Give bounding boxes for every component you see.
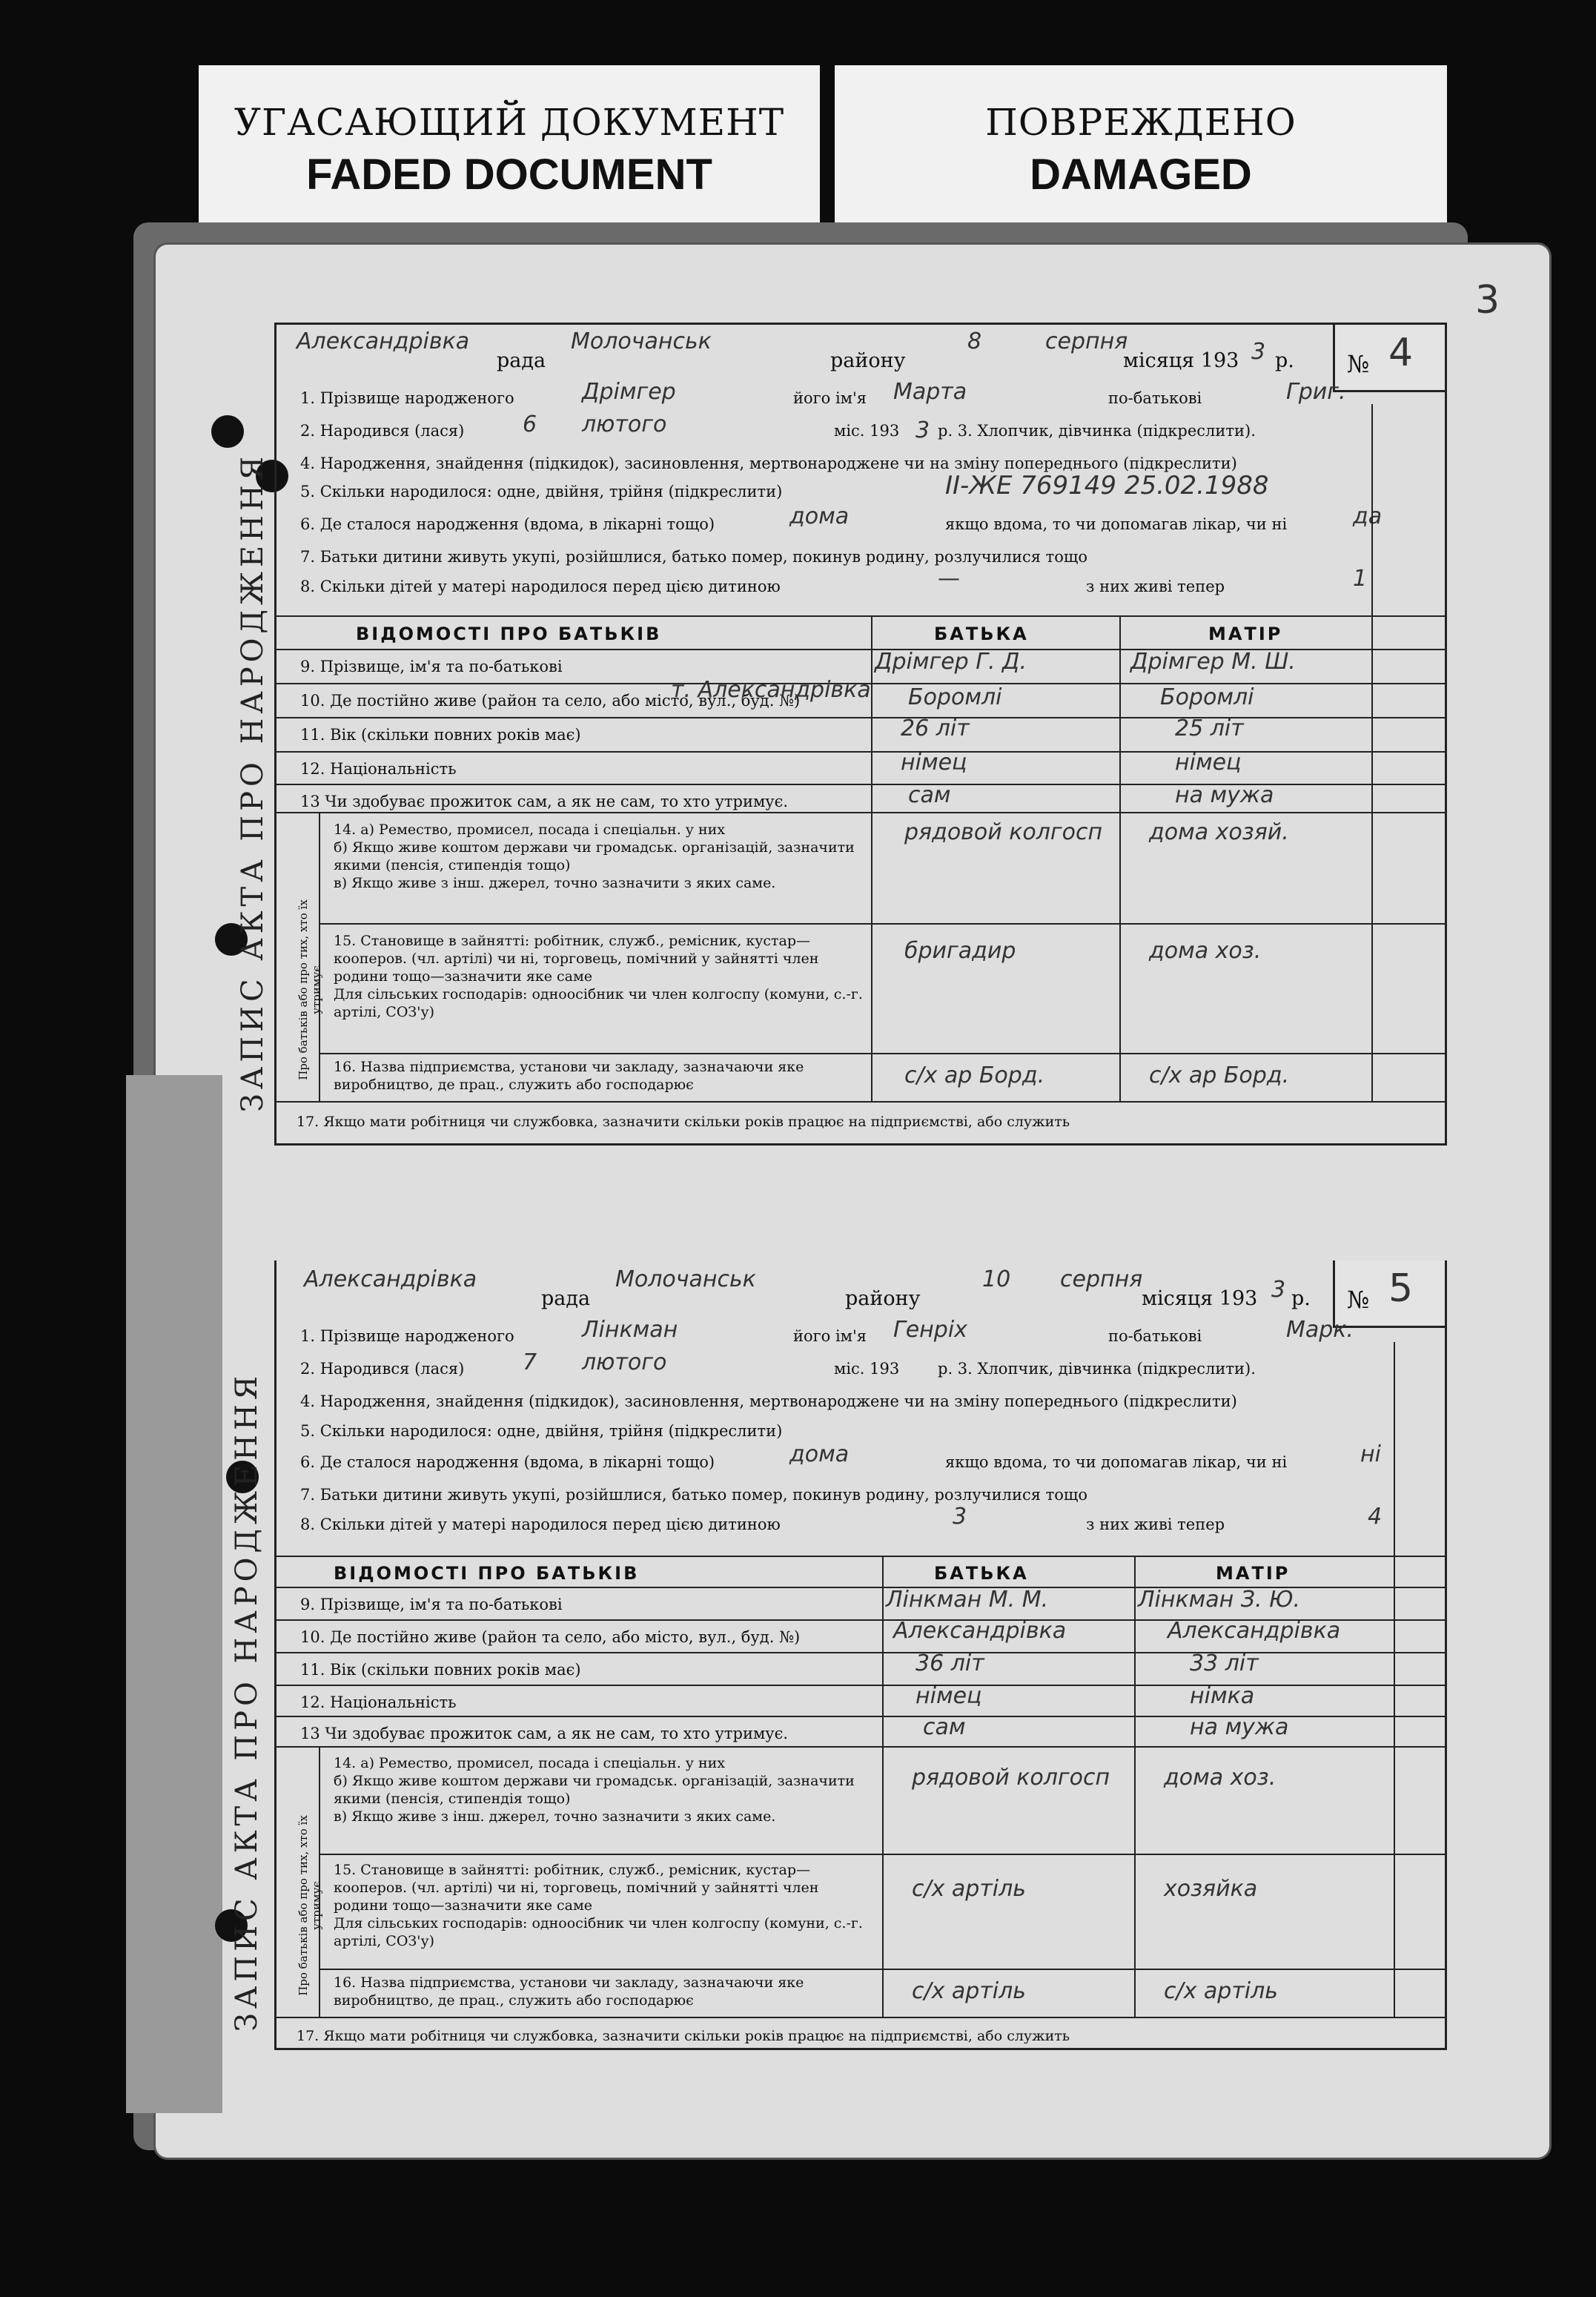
year-suffix: р. [1275, 349, 1294, 372]
row-workplace: 16. Назва підприємства, установи чи закладу, зазначаючи яке виробництво, де прац., служить або господарює [334, 1974, 804, 2009]
month-value: серпня [1060, 1266, 1143, 1292]
row-label: 10. Де постійно живе (район та село, або місто, вул., буд. №) [300, 1628, 801, 1646]
row-born [300, 414, 1432, 447]
mother-workplace: с/х ар Борд. [1149, 1062, 1290, 1088]
doctor-value: да [1353, 503, 1383, 529]
row-label: 11. Вік (скільки повних років має) [300, 726, 581, 744]
row-label: 2. Народився (лася) [300, 422, 465, 440]
rayonu-label: району [845, 1287, 921, 1310]
divider [274, 615, 1447, 617]
mother-support: на мужа [1175, 782, 1274, 808]
mother-occupation: дома хозяй. [1149, 819, 1289, 845]
born-day: 7 [523, 1349, 537, 1375]
row-label: 2. Народився (лася) [300, 1360, 465, 1378]
birth-record-form-2 [222, 1260, 1447, 2050]
damaged-document-label [835, 65, 1447, 236]
birth-record-form-1 [222, 323, 1447, 1146]
row-label: 4. Народження, знайдення (підкидок), засиновлення, мертвонароджене чи на зміну попереднього (підкреслити) [300, 1392, 1237, 1410]
father-support: сам [908, 782, 951, 808]
doctor-label: якщо вдома, то чи допомагав лікар, чи ні [945, 515, 1288, 533]
place-value: дома [789, 503, 850, 529]
year-digit: 3 [1251, 339, 1266, 365]
mother-heading: МАТІР [1208, 624, 1283, 644]
row-parents-status [300, 1478, 1432, 1511]
row-label: 8. Скільки дітей у матері народилося перед цією дитиною [300, 1516, 781, 1533]
born-month-label: міс. 193 [834, 1360, 900, 1378]
overwrite-note: т. Александрівка [671, 677, 871, 703]
row-label: 4. Народження, знайдення (підкидок), засиновлення, мертвонароджене чи на зміну попереднього (підкреслити) [300, 455, 1237, 472]
divider [319, 1969, 1447, 1970]
father-address: Александрівка [893, 1618, 1067, 1644]
month-value: серпня [1045, 328, 1128, 354]
row-label: 6. Де сталося народження (вдома, в лікарні тощо) [300, 1453, 715, 1471]
header-line [274, 323, 1447, 373]
father-workplace: с/х ар Борд. [904, 1062, 1045, 1088]
row-label: 11. Вік (скільки повних років має) [300, 1661, 581, 1679]
side-title: ЗАПИС АКТА ПРО НАРОДЖЕННЯ [236, 452, 270, 1112]
row-label: 5. Скільки народилося: одне, двійня, трійня (підкреслити) [300, 1422, 783, 1440]
parents-heading: ВІДОМОСТІ ПРО БАТЬКІВ [334, 1563, 640, 1584]
page-number: 3 [1475, 278, 1500, 323]
alive-label: з них живі тепер [1086, 578, 1225, 595]
parents-vertical-note: Про батьків або про тих, хто їх утримує [297, 1815, 323, 1996]
mother-occupation: дома хоз. [1164, 1765, 1277, 1791]
day-value: 8 [967, 328, 982, 354]
row-mother-work-years: 17. Якщо мати робітниця чи службовка, зазначити скільки років працює на підприємстві, або служить [297, 1114, 1070, 1130]
children-alive: 1 [1353, 566, 1368, 592]
place-value: дома [789, 1441, 850, 1467]
record-number: 4 [1388, 331, 1414, 375]
number-label: № [1347, 1286, 1370, 1314]
father-status: бригадир [904, 938, 1016, 964]
row-label: 1. Прізвище народженого [300, 389, 514, 407]
father-heading: БАТЬКА [934, 624, 1029, 644]
row-surname [300, 1317, 1432, 1352]
row-label: 12. Національність [300, 760, 457, 778]
mother-workplace: с/х артіль [1164, 1978, 1278, 2004]
father-age: 26 літ [901, 715, 970, 741]
district-value: Молочанськ [615, 1266, 756, 1292]
row-parents-status [300, 541, 1432, 573]
mother-age: 33 літ [1190, 1650, 1259, 1676]
side-title-2: ЗАПИС АКТА ПРО НАРОДЖЕННЯ [230, 1371, 264, 2032]
children-alive: 4 [1368, 1504, 1383, 1530]
row-occupation: 14. а) Ремество, промисел, посада і спеціальн. у них б) Якщо живе коштом держави чи громадськ. організацій, зазначити якими (пенсія, стипендія тощо) в) Якщо живе з інш. джерел, точно зазначити з яких саме. [334, 1755, 855, 1825]
divider [274, 1746, 1447, 1748]
name-value: Марта [893, 379, 967, 405]
mother-heading: МАТІР [1216, 1563, 1291, 1584]
born-month: лютого [582, 1349, 667, 1375]
doctor-value: ні [1360, 1441, 1381, 1467]
row-label: 1. Прізвище народженого [300, 1327, 514, 1345]
faded-document-label [199, 65, 820, 236]
row-employment-status: 15. Становище в зайнятті: робітник, служб., ремісник, кустар—кооперов. (чл. артілі) чи ні, торговець, помічний у зайнятті член родини тощо—зазначити яке саме Для сільських господарів: одноосібник чи член колгоспу (комуни, с.-г. артілі, СОЗ'у) [334, 933, 863, 1020]
surname-value: Лінкман [582, 1317, 678, 1343]
divider [274, 1556, 1447, 1557]
row-place [300, 1441, 1432, 1478]
row-employment-status: 15. Становище в зайнятті: робітник, служб., ремісник, кустар—кооперов. (чл. артілі) чи ні, торговець, помічний у зайнятті член родини тощо—зазначити яке саме Для сільських господарів: одноосібник чи член колгоспу (комуни, с.-г. артілі, СОЗ'у) [334, 1862, 863, 1949]
row-event-type [300, 1385, 1432, 1418]
alive-label: з них живі тепер [1086, 1516, 1225, 1533]
father-nationality: німец [915, 1683, 982, 1709]
mother-address: Александрівка [1168, 1618, 1341, 1644]
row-surname [300, 379, 1432, 414]
mother-status: хозяйка [1164, 1876, 1258, 1902]
row-label: 9. Прізвище, ім'я та по-батькові [300, 658, 563, 675]
rada-label: рада [497, 349, 546, 372]
damaged-label-ru: ПОВРЕЖДЕНО [985, 101, 1297, 144]
row-place [300, 503, 1432, 541]
rayonu-label: району [830, 349, 906, 372]
father-workplace: с/х артіль [912, 1978, 1026, 2004]
patronymic-value: Марк. [1286, 1317, 1354, 1343]
council-value: Александрівка [304, 1266, 477, 1292]
mother-support: на мужа [1190, 1714, 1289, 1740]
row-label: 6. Де сталося народження (вдома, в лікарні тощо) [300, 515, 715, 533]
row-label: 7. Батьки дитини живуть укупі, розійшлися, батько помер, покинув родину, розлучилися тощо [300, 548, 1088, 566]
row-occupation: 14. а) Ремество, промисел, посада і спеціальн. у них б) Якщо живе коштом держави чи громадськ. організацій, зазначити якими (пенсія, стипендія тощо) в) Якщо живе з інш. джерел, точно зазначити з яких саме. [334, 822, 855, 891]
name-label: його ім'я [793, 1327, 867, 1345]
surname-value: Дрімгер [582, 379, 676, 405]
rada-label: рада [541, 1287, 591, 1310]
patronymic-value: Григ. [1286, 379, 1346, 405]
row-parent-age [300, 1650, 1432, 1686]
stamp-note: ІІ-ЖЕ 769149 25.02.1988 [945, 471, 1269, 500]
children-before: 3 [953, 1504, 967, 1530]
header-line [274, 1260, 1447, 1311]
father-occupation: рядовой колгосп [912, 1765, 1110, 1791]
row-multiplicity [300, 1415, 1432, 1447]
number-label: № [1347, 350, 1370, 378]
row-multiplicity [300, 471, 1432, 508]
divider [319, 923, 1447, 925]
row-parent-address [300, 677, 1432, 717]
row-label: 13 Чи здобуває прожиток сам, а як не сам, то хто утримує. [300, 1725, 789, 1742]
divider [319, 1053, 1447, 1054]
mother-nationality: німец [1175, 750, 1242, 776]
father-address: Боромлі [908, 684, 1002, 710]
day-value: 10 [982, 1266, 1011, 1292]
row-label: 13 Чи здобуває прожиток сам, а як не сам, то хто утримує. [300, 793, 789, 810]
torn-edge [126, 1075, 222, 2113]
row-label: 10. Де постійно живе (район та село, або місто, вул., буд. №) [300, 692, 801, 710]
row-children [300, 1504, 1432, 1541]
row-parent-nationality [300, 750, 1432, 785]
patronymic-label: по-батькові [1108, 389, 1202, 407]
row-label: 8. Скільки дітей у матері народилося перед цією дитиною [300, 578, 781, 595]
mother-age: 25 літ [1175, 715, 1244, 741]
gender-label: р. 3. Хлопчик, дівчинка (підкреслити). [938, 1360, 1256, 1378]
record-number: 5 [1388, 1266, 1414, 1311]
row-mother-work-years: 17. Якщо мати робітниця чи службовка, зазначити скільки років працює на підприємстві, або служить [297, 2028, 1070, 2044]
row-workplace: 16. Назва підприємства, установи чи закладу, зазначаючи яке виробництво, де прац., служить або господарює [334, 1059, 804, 1093]
doctor-label: якщо вдома, то чи допомагав лікар, чи ні [945, 1453, 1288, 1471]
row-parent-support [300, 1714, 1432, 1750]
divider [274, 1101, 1447, 1103]
row-parent-name [300, 1588, 1432, 1621]
parents-heading: ВІДОМОСТІ ПРО БАТЬКІВ [356, 624, 662, 644]
council-value: Александрівка [297, 328, 470, 354]
mother-address: Боромлі [1160, 684, 1254, 710]
mother-name: Лінкман З. Ю. [1138, 1587, 1301, 1613]
father-age: 36 літ [915, 1650, 984, 1676]
divider [274, 2017, 1447, 2018]
gender-label: р. 3. Хлопчик, дівчинка (підкреслити). [938, 422, 1256, 440]
row-born [300, 1349, 1432, 1385]
born-month: лютого [582, 412, 667, 437]
mother-nationality: німка [1190, 1683, 1255, 1709]
father-name: Дрімгер Г. Д. [875, 649, 1027, 675]
row-label: 9. Прізвище, ім'я та по-батькові [300, 1596, 563, 1613]
children-before: — [938, 566, 960, 592]
row-label: 7. Батьки дитини живуть укупі, розійшлися, батько помер, покинув родину, розлучилися тощо [300, 1486, 1088, 1504]
patronymic-label: по-батькові [1108, 1327, 1202, 1345]
mother-status: дома хоз. [1149, 938, 1262, 964]
father-name: Лінкман М. М. [886, 1587, 1049, 1613]
misyatsya-label: місяця 193 [1142, 1287, 1258, 1310]
father-status: с/х артіль [912, 1876, 1026, 1902]
district-value: Молочанськ [571, 328, 712, 354]
born-month-label: міс. 193 [834, 422, 900, 440]
row-parent-address [300, 1618, 1432, 1653]
father-occupation: рядовой колгосп [904, 819, 1103, 845]
row-label: 5. Скільки народилося: одне, двійня, трійня (підкреслити) [300, 483, 783, 500]
year-digit: 3 [1271, 1277, 1286, 1303]
year-suffix: р. [1291, 1287, 1311, 1310]
row-label: 12. Національність [300, 1693, 457, 1711]
divider [274, 812, 1447, 813]
father-support: сам [923, 1714, 966, 1740]
divider [319, 1854, 1447, 1855]
father-nationality: німец [901, 750, 967, 776]
mother-name: Дрімгер М. Ш. [1130, 649, 1296, 675]
father-heading: БАТЬКА [934, 1563, 1029, 1584]
born-day: 6 [523, 412, 537, 437]
faded-label-en: FADED DOCUMENT [306, 151, 712, 199]
parents-vertical-note: Про батьків або про тих, хто їх утримує [297, 899, 323, 1080]
damaged-label-en: DAMAGED [1030, 151, 1252, 199]
name-label: його ім'я [793, 389, 867, 407]
row-parent-age [300, 715, 1432, 751]
faded-label-ru: УГАСАЮЩИЙ ДОКУМЕНТ [234, 101, 785, 144]
misyatsya-label: місяця 193 [1123, 349, 1239, 372]
name-value: Генріх [893, 1317, 967, 1343]
row-children [300, 566, 1432, 603]
born-year: 3 [915, 417, 930, 443]
